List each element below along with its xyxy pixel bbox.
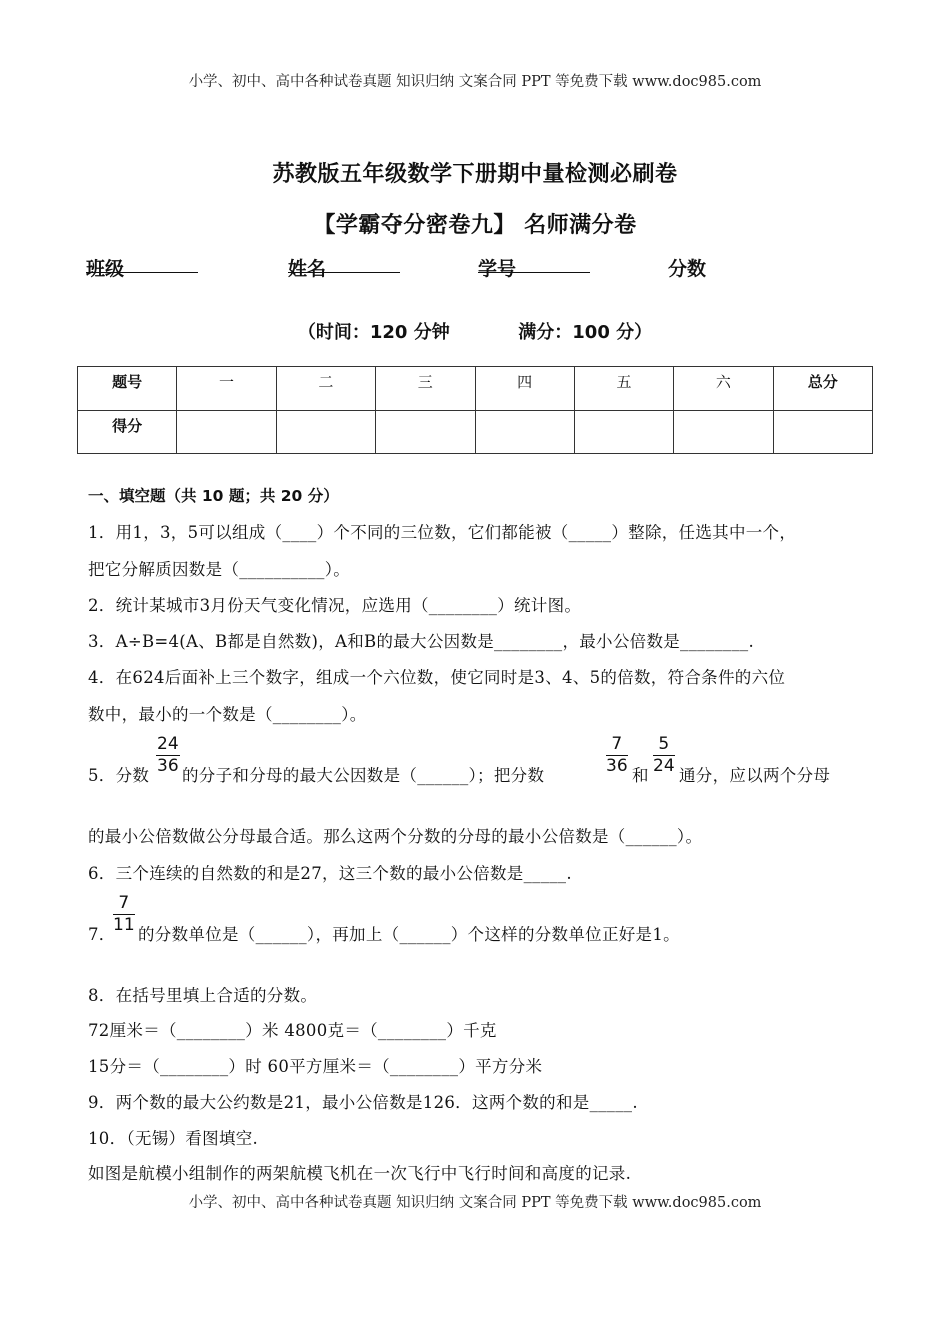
id-label: 学号 [478,258,517,280]
table-row [78,410,873,454]
table-cell: 六 [674,367,773,411]
fraction-24-36 [156,736,180,775]
score-table [77,366,873,454]
fraction-numerator: 24 [157,734,179,754]
table-cell: 三 [376,367,475,411]
paper-title: 苏教版五年级数学下册期中量检测必刷卷 [272,162,678,187]
score-input-cell[interactable] [773,410,872,454]
score-input-cell[interactable] [574,410,673,454]
table-cell: 题号 [78,367,177,411]
fraction-denominator: 24 [653,756,675,776]
table-cell: 总分 [773,367,872,411]
id-blank[interactable] [478,254,590,273]
score-input-cell[interactable] [674,410,773,454]
score-label: 分数 [668,258,707,280]
question-9: 9．两个数的最大公约数是21，最小公倍数是126．这两个数的和是_____. [88,1093,638,1112]
fraction-numerator: 5 [653,736,675,756]
question-3: 3．A÷B=4(A、B都是自然数)，A和B的最大公因数是________，最小公倍数是________. [88,632,754,651]
fraction-denominator: 36 [157,756,179,776]
question-8-row-1: 72厘米＝（________）米 4800克＝（________）千克 [88,1021,497,1040]
class-label: 班级 [86,258,125,280]
name-blank[interactable] [288,254,400,273]
class-blank[interactable] [86,254,198,273]
question-5-line-2: 的最小公倍数做公分母最合适。那么这两个分数的分母的最小公倍数是（______）。 [88,827,703,846]
fraction-7-36 [606,736,628,775]
table-cell: 得分 [78,410,177,454]
fraction-numerator: 7 [113,895,135,915]
question-2: 2．统计某城市3月份天气变化情况，应选用（________）统计图。 [88,596,582,615]
question-4-line-1: 4．在624后面补上三个数字，组成一个六位数，使它同时是3、4、5的倍数，符合条件的六位 [88,668,786,687]
table-row [78,367,873,411]
question-6: 6．三个连续的自然数的和是27，这三个数的最小公倍数是_____. [88,864,572,883]
section-heading: 一、填空题（共 10 题；共 20 分） [88,487,339,505]
fraction-5-24 [653,736,675,775]
question-10-desc: 如图是航模小组制作的两架航模飞机在一次飞行中飞行时间和高度的记录. [88,1164,632,1183]
table-cell: 二 [276,367,375,411]
question-5-prefix: 5．分数 [88,766,150,785]
question-7-text: 的分数单位是（______），再加上（______）个这样的分数单位正好是1。 [138,925,680,944]
full-score: 满分：100 分） [518,322,653,343]
fraction-denominator: 11 [113,915,135,935]
question-5-suffix: 通分，应以两个分母 [679,766,831,785]
time-info [0,318,950,344]
score-input-cell[interactable] [276,410,375,454]
table-cell: 四 [475,367,574,411]
time-limit: （时间：120 分钟 [297,322,450,343]
fraction-7-11 [113,895,135,934]
table-cell: 一 [177,367,276,411]
question-10: 10．（无锡）看图填空. [88,1129,259,1148]
score-input-cell[interactable] [177,410,276,454]
question-5-and: 和 [632,766,649,785]
question-1-line-2: 把它分解质因数是（__________）。 [88,560,351,579]
question-5-mid: 的分子和分母的最大公因数是（______）；把分数 [182,766,545,785]
paper-subtitle: 【学霸夺分密卷九】 名师满分卷 [313,213,637,238]
question-1-line-1: 1．用1，3，5可以组成（____）个不同的三位数，它们都能被（_____）整除，任选其中一个， [88,523,797,542]
question-4-line-2: 数中，最小的一个数是（________）。 [88,705,367,724]
question-8-row-2: 15分＝（________）时 60平方厘米＝（________）平方分米 [88,1057,543,1076]
question-7-prefix: 7． [88,925,116,944]
fraction-numerator: 7 [606,736,628,756]
table-cell: 五 [574,367,673,411]
fraction-denominator: 36 [606,756,628,776]
score-input-cell[interactable] [376,410,475,454]
page-header: 小学、初中、高中各种试卷真题 知识归纳 文案合同 PPT 等免费下载 www.doc985.com [188,74,762,90]
question-8: 8．在括号里填上合适的分数。 [88,986,318,1005]
score-input-cell[interactable] [475,410,574,454]
page-footer: 小学、初中、高中各种试卷真题 知识归纳 文案合同 PPT 等免费下载 www.doc985.com [188,1195,762,1211]
name-label: 姓名 [288,258,327,280]
